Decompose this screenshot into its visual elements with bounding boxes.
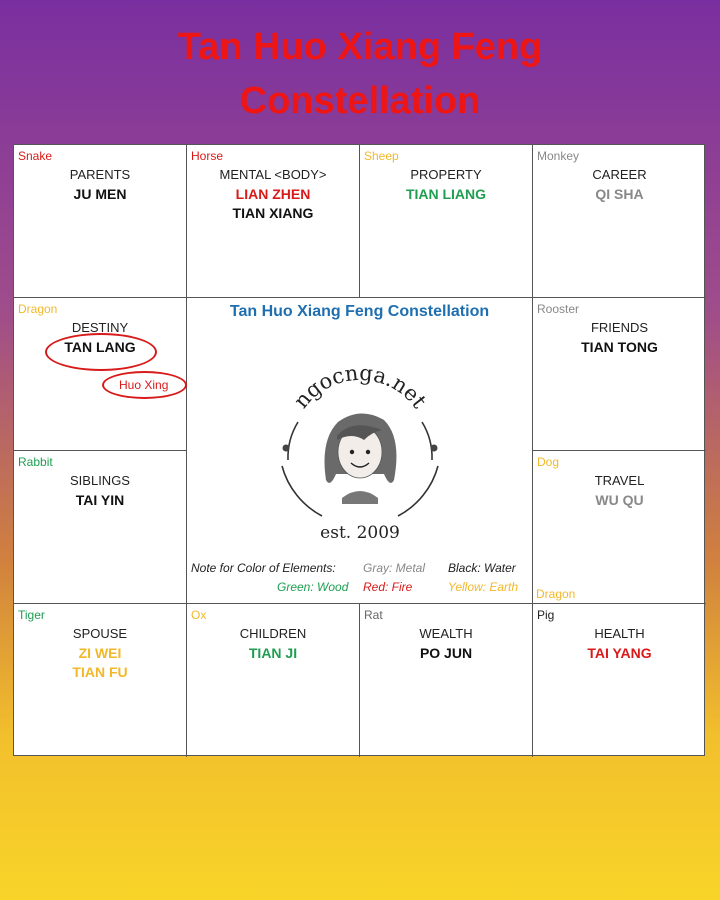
palace-label: SIBLINGS	[70, 473, 130, 488]
star-name: TAI YANG	[587, 645, 652, 661]
zi-wei-chart-grid	[13, 144, 705, 756]
star-name: TIAN JI	[248, 645, 298, 661]
star-name: TIAN TONG	[581, 339, 658, 355]
branch-label: Pig	[537, 608, 555, 622]
page-title-line-1: Tan Huo Xiang Feng	[177, 26, 543, 68]
cell-rabbit	[14, 451, 187, 604]
star-name: TIAN FU	[72, 664, 128, 680]
palace-label: DESTINY	[71, 320, 129, 335]
center-title: Tan Huo Xiang Feng Constellation	[229, 303, 490, 320]
cell-dog	[533, 451, 706, 604]
page-title-line-2: Constellation	[239, 80, 481, 122]
branch-label: Horse	[191, 149, 224, 163]
star-name: WU QU	[595, 492, 644, 508]
branch-label: Rooster	[537, 302, 580, 316]
color-note-wood: Green: Wood	[277, 580, 349, 594]
palace-label: MENTAL <BODY>	[219, 167, 327, 182]
branch-label: Tiger	[18, 608, 45, 622]
palace-label: CAREER	[592, 167, 647, 182]
logo-est-text: est. 2009	[320, 523, 400, 543]
palace-label: WEALTH	[419, 626, 473, 641]
palace-label: PROPERTY	[410, 167, 482, 182]
dragon-corner-label: Dragon	[536, 587, 576, 601]
branch-label: Sheep	[364, 149, 399, 163]
color-note-fire: Red: Fire	[363, 580, 413, 594]
cell-horse	[187, 145, 360, 298]
extra-star-label: Huo Xing	[119, 378, 169, 392]
cell-dragon	[14, 298, 187, 451]
logo-text: ngocnga.net	[288, 360, 432, 413]
branch-label: Rabbit	[18, 455, 53, 469]
palace-label: PARENTS	[69, 167, 131, 182]
star-name: JU MEN	[73, 186, 127, 202]
branch-label: Monkey	[537, 149, 580, 163]
star-name: TIAN LIANG	[405, 186, 487, 202]
color-note-metal: Gray: Metal	[363, 561, 426, 575]
branch-label: Dragon	[18, 302, 58, 316]
palace-label: HEALTH	[594, 626, 645, 641]
palace-label: SPOUSE	[72, 626, 128, 641]
branch-label: Dog	[537, 455, 560, 469]
cell-pig	[533, 604, 706, 757]
cell-sheep	[360, 145, 533, 298]
color-note-water: Black: Water	[448, 561, 516, 575]
cell-ox	[187, 604, 360, 757]
star-name: ZI WEI	[78, 645, 122, 661]
branch-label: Rat	[364, 608, 383, 622]
highlight-oval	[45, 333, 157, 371]
star-name: TAI YIN	[75, 492, 125, 508]
palace-label: CHILDREN	[239, 626, 307, 641]
cell-rooster	[533, 298, 706, 451]
cell-snake	[14, 145, 187, 298]
color-note-header: Note for Color of Elements:	[191, 561, 336, 575]
palace-label: FRIENDS	[590, 320, 649, 335]
ngocnga-logo	[260, 348, 460, 548]
branch-label: Snake	[18, 149, 53, 163]
cell-rat	[360, 604, 533, 757]
star-name: QI SHA	[595, 186, 644, 202]
star-name: LIAN ZHEN	[235, 186, 311, 202]
cell-tiger	[14, 604, 187, 757]
avatar-illustration	[325, 413, 397, 504]
center-panel	[187, 298, 533, 604]
star-name: PO JUN	[419, 645, 473, 661]
star-name: TIAN XIANG	[232, 205, 314, 221]
star-name: TAN LANG	[64, 339, 136, 355]
cell-monkey	[533, 145, 706, 298]
color-note-earth: Yellow: Earth	[448, 580, 519, 594]
palace-label: TRAVEL	[594, 473, 645, 488]
branch-label: Ox	[191, 608, 207, 622]
